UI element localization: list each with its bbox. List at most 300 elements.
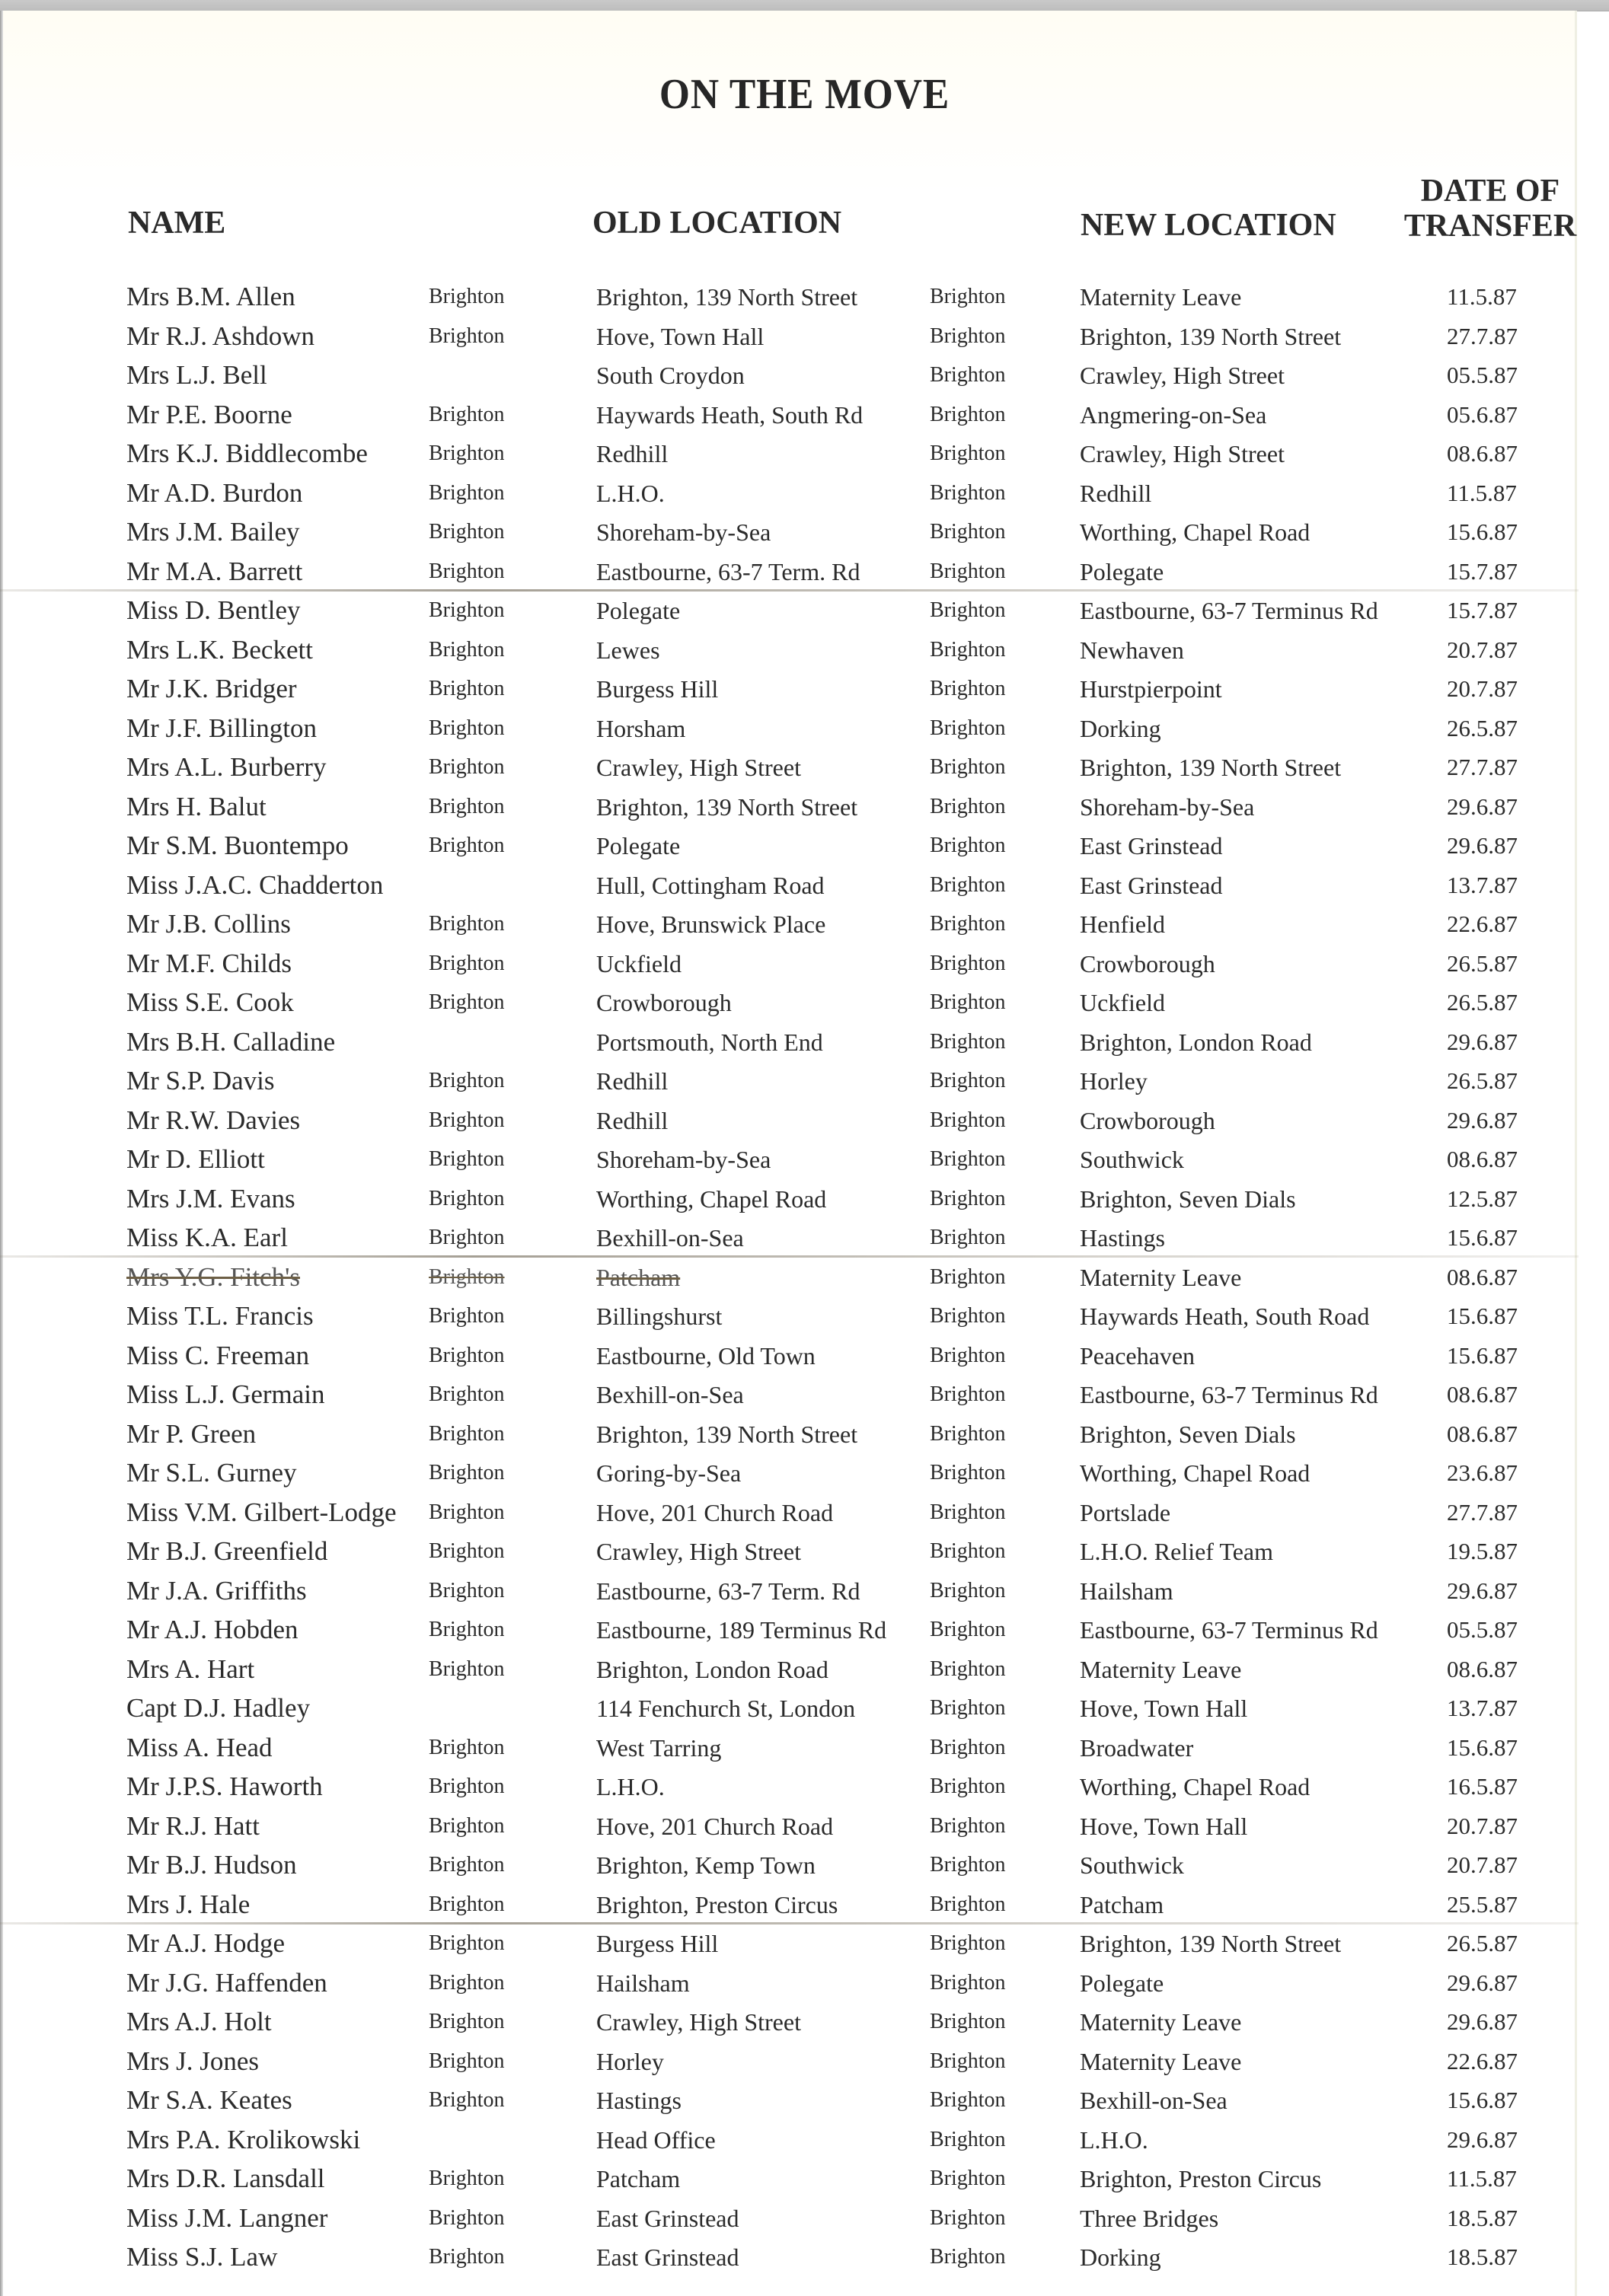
old-location: Brighton, Kemp Town xyxy=(596,1851,816,1879)
old-location: Brighton, Preston Circus xyxy=(596,1890,838,1918)
table-row xyxy=(0,2003,1609,2042)
transfer-date: 08.6.87 xyxy=(1447,1381,1518,1408)
transfer-date: 20.7.87 xyxy=(1447,636,1518,663)
staff-name: Mrs L.J. Bell xyxy=(126,360,267,390)
new-region: Brighton xyxy=(930,1461,1006,1484)
transfer-date: 26.5.87 xyxy=(1447,1930,1518,1956)
table-row xyxy=(0,1494,1609,1533)
staff-name: Mr A.D. Burdon xyxy=(126,477,303,508)
old-location: Crawley, High Street xyxy=(596,2008,801,2036)
transfer-date: 11.5.87 xyxy=(1447,2165,1517,2192)
old-region: Brighton xyxy=(429,1578,505,1602)
old-region: Brighton xyxy=(429,1264,505,1289)
old-location: Hull, Cottingham Road xyxy=(596,871,825,899)
table-row xyxy=(0,866,1609,906)
transfer-date: 29.6.87 xyxy=(1447,792,1518,820)
transfer-date: 08.6.87 xyxy=(1447,1146,1518,1172)
new-location: Maternity Leave xyxy=(1080,283,1242,311)
new-region: Brighton xyxy=(930,2049,1006,2073)
table-row xyxy=(0,1886,1609,1925)
new-location: Hailsham xyxy=(1080,1577,1173,1605)
old-region: Brighton xyxy=(429,1813,505,1838)
new-location: Worthing, Chapel Road xyxy=(1080,1459,1311,1487)
transfer-date: 23.6.87 xyxy=(1447,1459,1518,1486)
new-region: Brighton xyxy=(930,598,1006,622)
old-region: Brighton xyxy=(429,520,505,544)
transfer-date: 05.5.87 xyxy=(1447,1616,1518,1643)
old-region: Brighton xyxy=(429,1539,505,1563)
new-location: Dorking xyxy=(1080,2243,1161,2271)
table-row xyxy=(0,2199,1609,2239)
old-region: Brighton xyxy=(429,1657,505,1681)
old-region: Brighton xyxy=(429,1069,505,1092)
staff-name: Mr P.E. Boorne xyxy=(126,399,292,429)
transfer-date: 18.5.87 xyxy=(1447,2243,1518,2270)
staff-name: Mrs P.A. Krolikowski xyxy=(126,2124,361,2154)
transfer-date: 27.7.87 xyxy=(1447,1498,1518,1526)
transfer-date: 05.6.87 xyxy=(1447,400,1518,428)
staff-name: Mr A.J. Hobden xyxy=(126,1615,298,1644)
new-location: Hastings xyxy=(1080,1224,1165,1252)
old-location: East Grinstead xyxy=(596,2243,739,2271)
table-row xyxy=(0,474,1609,514)
old-region: Brighton xyxy=(429,1147,505,1171)
table-row xyxy=(0,435,1609,474)
old-region: Brighton xyxy=(429,755,505,779)
old-location: L.H.O. xyxy=(596,479,665,507)
old-location: Haywards Heath, South Rd xyxy=(596,400,864,429)
new-location: East Grinstead xyxy=(1080,871,1223,899)
staff-name: Mr R.J. Ashdown xyxy=(126,320,314,351)
transfer-date: 29.6.87 xyxy=(1447,2008,1518,2035)
table-row xyxy=(0,1376,1609,1415)
transfer-date: 11.5.87 xyxy=(1447,283,1517,310)
table-row xyxy=(0,670,1609,710)
staff-name: Mr A.J. Hodge xyxy=(126,1928,286,1958)
new-region: Brighton xyxy=(930,1853,1006,1877)
transfer-date: 08.6.87 xyxy=(1447,1263,1518,1290)
new-location: Polegate xyxy=(1080,1969,1164,1997)
old-region: Brighton xyxy=(429,1892,505,1916)
new-location: Brighton, Preston Circus xyxy=(1080,2165,1322,2192)
staff-name: Mr S.L. Gurney xyxy=(126,1458,297,1488)
table-row xyxy=(0,748,1609,788)
new-region: Brighton xyxy=(930,1186,1006,1210)
old-location: Polegate xyxy=(596,832,681,859)
old-location: Crowborough xyxy=(596,989,732,1016)
staff-name: Mr J.A. Griffiths xyxy=(126,1575,307,1606)
table-row xyxy=(0,1219,1609,1258)
new-region: Brighton xyxy=(930,1657,1006,1681)
table-row xyxy=(0,1023,1609,1063)
staff-name: Mrs D.R. Lansdall xyxy=(126,2164,325,2193)
old-location: Redhill xyxy=(596,440,669,467)
new-region: Brighton xyxy=(930,1696,1006,1720)
staff-name: Mr R.W. Davies xyxy=(126,1105,301,1135)
old-location: Hove, Brunswick Place xyxy=(596,910,826,938)
new-region: Brighton xyxy=(930,1775,1006,1798)
new-region: Brighton xyxy=(930,1304,1006,1328)
transfer-date: 29.6.87 xyxy=(1447,832,1518,859)
new-region: Brighton xyxy=(930,1500,1006,1524)
new-region: Brighton xyxy=(930,755,1006,779)
staff-name: Mr S.A. Keates xyxy=(126,2085,292,2115)
table-row xyxy=(0,1807,1609,1847)
old-location: Eastbourne, 189 Terminus Rd xyxy=(596,1616,887,1644)
old-location: Head Office xyxy=(596,2125,716,2154)
old-region: Brighton xyxy=(429,1970,505,1995)
new-location: L.H.O. Relief Team xyxy=(1080,1538,1273,1565)
old-location: Brighton, London Road xyxy=(596,1655,828,1683)
table-row xyxy=(0,1415,1609,1455)
old-region: Brighton xyxy=(429,1931,505,1955)
new-region: Brighton xyxy=(930,1578,1006,1602)
staff-name: Mr J.P.S. Haworth xyxy=(126,1771,323,1801)
transfer-date: 08.6.87 xyxy=(1447,440,1518,467)
old-region: Brighton xyxy=(429,637,505,662)
table-row xyxy=(0,513,1609,553)
column-header-date-line2: TRANSFER xyxy=(1403,209,1577,244)
table-row xyxy=(0,905,1609,945)
new-location: Horley xyxy=(1080,1067,1148,1095)
new-location: Henfield xyxy=(1080,910,1165,938)
table-row xyxy=(0,2081,1609,2121)
new-location: Angmering-on-Sea xyxy=(1080,400,1267,429)
transfer-date: 08.6.87 xyxy=(1447,1420,1518,1447)
table-row xyxy=(0,1180,1609,1220)
new-region: Brighton xyxy=(930,1970,1006,1995)
table-row xyxy=(0,2042,1609,2082)
staff-name: Mrs J. Jones xyxy=(126,2046,260,2076)
new-location: L.H.O. xyxy=(1080,2125,1148,2154)
table-row xyxy=(0,396,1609,435)
old-location: Brighton, 139 North Street xyxy=(596,792,858,821)
new-region: Brighton xyxy=(930,363,1006,387)
table-row xyxy=(0,1337,1609,1376)
new-location: Eastbourne, 63-7 Terminus Rd xyxy=(1080,1381,1378,1408)
new-region: Brighton xyxy=(930,912,1006,936)
old-location: Crawley, High Street xyxy=(596,754,801,781)
new-region: Brighton xyxy=(930,442,1006,465)
old-location: Hove, Town Hall xyxy=(596,322,765,350)
transfer-date: 22.6.87 xyxy=(1447,2047,1518,2074)
new-location: Brighton, Seven Dials xyxy=(1080,1185,1296,1213)
staff-name: Mr M.F. Childs xyxy=(126,948,292,978)
new-location: Hove, Town Hall xyxy=(1080,1812,1248,1840)
new-location: Dorking xyxy=(1080,714,1161,742)
old-location: South Croydon xyxy=(596,362,745,389)
table-row xyxy=(0,1297,1609,1337)
new-location: Brighton, 139 North Street xyxy=(1080,322,1342,350)
staff-name: Mrs J.M. Evans xyxy=(126,1183,295,1213)
new-location: Eastbourne, 63-7 Terminus Rd xyxy=(1080,1616,1378,1644)
new-location: Brighton, 139 North Street xyxy=(1080,754,1342,781)
table-row xyxy=(0,1532,1609,1572)
staff-name: Mr J.G. Haffenden xyxy=(126,1967,327,1998)
new-location: Polegate xyxy=(1080,557,1164,585)
transfer-date: 29.6.87 xyxy=(1447,1969,1518,1996)
new-region: Brighton xyxy=(930,1931,1006,1955)
old-location: Redhill xyxy=(596,1106,669,1134)
old-region: Brighton xyxy=(429,2010,505,2033)
new-location: East Grinstead xyxy=(1080,832,1223,859)
new-location: Maternity Leave xyxy=(1080,2047,1242,2075)
old-region: Brighton xyxy=(429,324,505,348)
table-row xyxy=(0,553,1609,592)
staff-name: Miss S.J. Law xyxy=(126,2242,278,2272)
column-header-date-of-transfer xyxy=(1403,174,1578,244)
transfer-date: 27.7.87 xyxy=(1447,754,1518,780)
staff-name: Miss D. Bentley xyxy=(126,595,301,625)
old-location: Burgess Hill xyxy=(596,1930,719,1957)
old-region: Brighton xyxy=(429,1500,505,1524)
new-location: Hove, Town Hall xyxy=(1080,1695,1248,1722)
table-row xyxy=(0,592,1609,631)
old-location: Eastbourne, 63-7 Term. Rd xyxy=(596,557,860,585)
transfer-date: 18.5.87 xyxy=(1447,2204,1518,2231)
new-region: Brighton xyxy=(930,1147,1006,1171)
table-row xyxy=(0,1102,1609,1141)
new-location: Worthing, Chapel Road xyxy=(1080,1773,1311,1800)
transfer-date: 20.7.87 xyxy=(1447,675,1518,702)
page-title: ON THE MOVE xyxy=(659,71,950,118)
table-row xyxy=(0,1964,1609,2004)
table-row xyxy=(0,945,1609,984)
old-location: Eastbourne, 63-7 Term. Rd xyxy=(596,1577,860,1605)
old-region: Brighton xyxy=(429,402,505,426)
old-location: Burgess Hill xyxy=(596,675,719,703)
new-region: Brighton xyxy=(930,559,1006,583)
staff-name: Mrs L.K. Beckett xyxy=(126,634,313,665)
table-row xyxy=(0,1768,1609,1807)
table-row xyxy=(0,2121,1609,2160)
new-location: Brighton, 139 North Street xyxy=(1080,1930,1342,1957)
old-location: Brighton, 139 North Street xyxy=(596,1420,858,1448)
transfer-date: 29.6.87 xyxy=(1447,2125,1518,2153)
old-location: East Grinstead xyxy=(596,2204,739,2232)
old-region: Brighton xyxy=(429,1226,505,1249)
old-location: L.H.O. xyxy=(596,1773,665,1800)
new-region: Brighton xyxy=(930,2167,1006,2190)
table-row xyxy=(0,1140,1609,1180)
new-region: Brighton xyxy=(930,520,1006,544)
staff-name: Mr P. Green xyxy=(126,1418,257,1449)
old-region: Brighton xyxy=(429,677,505,700)
new-region: Brighton xyxy=(930,1264,1006,1289)
old-location: Portsmouth, North End xyxy=(596,1028,823,1056)
new-region: Brighton xyxy=(930,324,1006,348)
table-row xyxy=(0,1846,1609,1886)
old-region: Brighton xyxy=(429,2049,505,2073)
new-location: Crowborough xyxy=(1080,1106,1215,1134)
staff-name: Miss T.L. Francis xyxy=(126,1301,314,1331)
old-region: Brighton xyxy=(429,1186,505,1210)
staff-name: Capt D.J. Hadley xyxy=(126,1693,311,1723)
new-region: Brighton xyxy=(930,1108,1006,1132)
table-row xyxy=(0,1062,1609,1102)
old-region: Brighton xyxy=(429,442,505,465)
transfer-date: 15.6.87 xyxy=(1447,1733,1518,1761)
old-location: Hailsham xyxy=(596,1969,690,1997)
old-location: Crawley, High Street xyxy=(596,1538,801,1565)
old-region: Brighton xyxy=(429,1421,505,1446)
staff-name: Mr B.J. Greenfield xyxy=(126,1536,328,1566)
old-location: Goring-by-Sea xyxy=(596,1459,742,1487)
new-region: Brighton xyxy=(930,1618,1006,1641)
staff-name: Mrs A. Hart xyxy=(126,1653,255,1684)
staff-name: Mrs K.J. Biddlecombe xyxy=(126,438,368,468)
staff-name: Mrs J.M. Bailey xyxy=(126,517,300,547)
old-region: Brighton xyxy=(429,598,505,622)
table-row xyxy=(0,1650,1609,1690)
old-region: Brighton xyxy=(429,2205,505,2230)
staff-name: Mr J.K. Bridger xyxy=(126,674,297,703)
new-location: Crowborough xyxy=(1080,949,1215,977)
staff-name: Mr R.J. Hatt xyxy=(126,1810,260,1841)
transfer-date: 29.6.87 xyxy=(1447,1577,1518,1604)
new-region: Brighton xyxy=(930,637,1006,662)
transfer-date: 15.6.87 xyxy=(1447,1341,1518,1369)
staff-name: Miss J.A.C. Chadderton xyxy=(126,869,384,900)
new-region: Brighton xyxy=(930,1029,1006,1054)
staff-name: Mr B.J. Hudson xyxy=(126,1850,297,1880)
transfer-date: 29.6.87 xyxy=(1447,1028,1518,1055)
new-region: Brighton xyxy=(930,1735,1006,1759)
old-location: Bexhill-on-Sea xyxy=(596,1224,744,1252)
table-row xyxy=(0,1689,1609,1729)
staff-name: Mr S.P. Davis xyxy=(126,1066,275,1095)
new-location: Crawley, High Street xyxy=(1080,440,1285,467)
old-location: Brighton, 139 North Street xyxy=(596,283,858,311)
transfer-date: 22.6.87 xyxy=(1447,910,1518,937)
transfer-date: 15.7.87 xyxy=(1447,557,1518,585)
new-region: Brighton xyxy=(930,1226,1006,1249)
column-header-new-location: NEW LOCATION xyxy=(1081,208,1336,243)
staff-name: Mrs H. Balut xyxy=(126,791,267,821)
old-location: Worthing, Chapel Road xyxy=(596,1185,827,1213)
old-region: Brighton xyxy=(429,1382,505,1406)
new-location: Worthing, Chapel Road xyxy=(1080,518,1311,546)
old-location: Polegate xyxy=(596,597,681,624)
transfer-date: 20.7.87 xyxy=(1447,1851,1518,1878)
table-row xyxy=(0,984,1609,1023)
transfer-date: 15.6.87 xyxy=(1447,518,1518,545)
new-region: Brighton xyxy=(930,1539,1006,1563)
table-row xyxy=(0,788,1609,828)
transfer-date: 05.5.87 xyxy=(1447,362,1518,388)
new-location: Southwick xyxy=(1080,1146,1184,1173)
new-location: Uckfield xyxy=(1080,989,1165,1016)
transfer-date: 08.6.87 xyxy=(1447,1655,1518,1682)
table-row xyxy=(0,2238,1609,2278)
old-region: Brighton xyxy=(429,2245,505,2269)
old-location: Shoreham-by-Sea xyxy=(596,518,771,546)
old-location: Horley xyxy=(596,2047,664,2075)
table-row xyxy=(0,1924,1609,1964)
old-region: Brighton xyxy=(429,1108,505,1132)
column-header-date-line1: DATE OF xyxy=(1420,174,1560,209)
new-region: Brighton xyxy=(930,1069,1006,1092)
transfer-date: 26.5.87 xyxy=(1447,989,1518,1016)
staff-name: Miss S.E. Cook xyxy=(126,987,294,1017)
transfer-date: 19.5.87 xyxy=(1447,1538,1518,1564)
transfer-date: 25.5.87 xyxy=(1447,1890,1518,1918)
staff-name: Miss K.A. Earl xyxy=(126,1223,288,1252)
old-region: Brighton xyxy=(429,1304,505,1328)
old-region: Brighton xyxy=(429,990,505,1014)
new-location: Crawley, High Street xyxy=(1080,362,1285,389)
new-region: Brighton xyxy=(930,951,1006,975)
old-location: Uckfield xyxy=(596,949,682,977)
table-row xyxy=(0,278,1609,317)
old-location: Redhill xyxy=(596,1067,669,1095)
staff-name: Miss J.M. Langner xyxy=(126,2202,328,2233)
new-region: Brighton xyxy=(930,794,1006,818)
new-location: Bexhill-on-Sea xyxy=(1080,2087,1228,2114)
new-region: Brighton xyxy=(930,1343,1006,1367)
old-region: Brighton xyxy=(429,559,505,583)
transfer-date: 15.6.87 xyxy=(1447,1224,1518,1251)
old-location: Hove, 201 Church Road xyxy=(596,1498,834,1526)
old-location: Shoreham-by-Sea xyxy=(596,1146,771,1173)
new-location: Eastbourne, 63-7 Terminus Rd xyxy=(1080,597,1378,624)
new-location: Patcham xyxy=(1080,1890,1164,1918)
old-region: Brighton xyxy=(429,480,505,505)
new-region: Brighton xyxy=(930,2205,1006,2230)
new-location: Brighton, Seven Dials xyxy=(1080,1420,1296,1448)
table-row xyxy=(0,1454,1609,1494)
new-region: Brighton xyxy=(930,2245,1006,2269)
old-region: Brighton xyxy=(429,1618,505,1641)
transfer-date: 26.5.87 xyxy=(1447,1067,1518,1094)
new-region: Brighton xyxy=(930,1382,1006,1406)
staff-name: Mr S.M. Buontempo xyxy=(126,831,349,860)
transfer-date: 15.6.87 xyxy=(1447,1303,1518,1329)
old-region: Brighton xyxy=(429,2167,505,2190)
new-region: Brighton xyxy=(930,990,1006,1014)
new-location: Hurstpierpoint xyxy=(1080,675,1222,703)
transfer-date: 26.5.87 xyxy=(1447,949,1518,977)
new-region: Brighton xyxy=(930,1813,1006,1838)
new-location: Southwick xyxy=(1080,1851,1184,1879)
old-region: Brighton xyxy=(429,951,505,975)
new-location: Brighton, London Road xyxy=(1080,1028,1312,1056)
old-location: West Tarring xyxy=(596,1733,722,1762)
transfer-date: 12.5.87 xyxy=(1447,1185,1518,1212)
staff-name: Mrs Y.G. Fitch's xyxy=(126,1261,301,1292)
new-location: Maternity Leave xyxy=(1080,1655,1242,1683)
new-location: Redhill xyxy=(1080,479,1152,507)
old-region: Brighton xyxy=(429,794,505,818)
new-region: Brighton xyxy=(930,2127,1006,2151)
transfer-date: 15.6.87 xyxy=(1447,2087,1518,2113)
old-location: 114 Fenchurch St, London xyxy=(596,1695,856,1722)
table-row xyxy=(0,317,1609,357)
table-row xyxy=(0,1572,1609,1612)
table-row xyxy=(0,710,1609,749)
table-row xyxy=(0,356,1609,396)
table-row xyxy=(0,1729,1609,1768)
transfer-date: 13.7.87 xyxy=(1447,1695,1518,1721)
old-location: Patcham xyxy=(596,2165,681,2192)
viewer-top-bar xyxy=(0,0,1609,11)
old-region: Brighton xyxy=(429,2088,505,2112)
column-header-old-location: OLD LOCATION xyxy=(592,206,842,241)
old-location: Hove, 201 Church Road xyxy=(596,1812,834,1840)
old-region: Brighton xyxy=(429,1853,505,1877)
staff-name: Miss C. Freeman xyxy=(126,1340,310,1370)
new-region: Brighton xyxy=(930,1892,1006,1916)
